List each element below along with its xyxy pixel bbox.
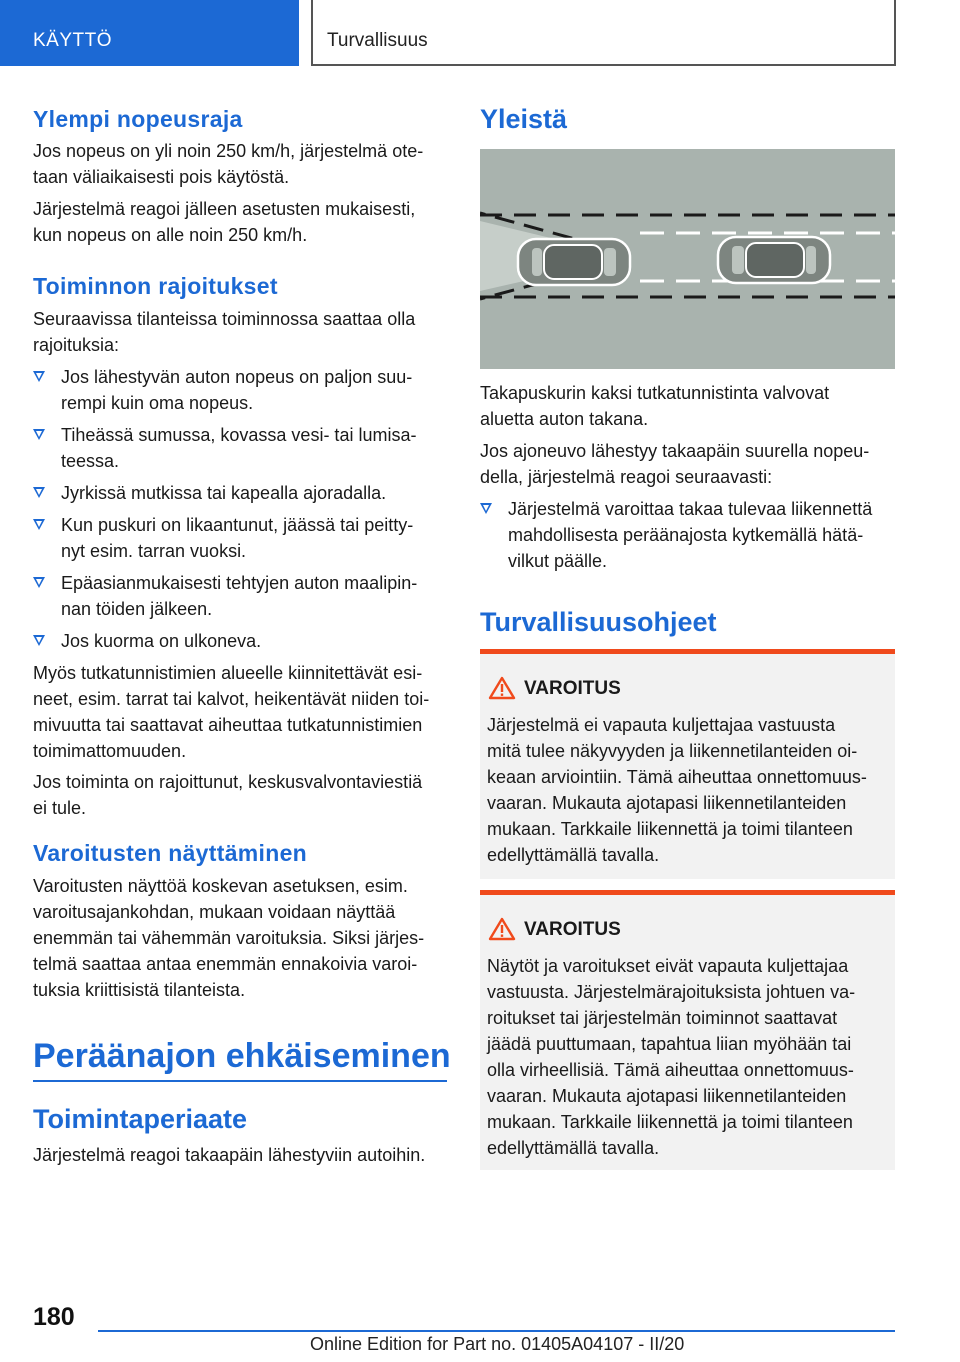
footer-divider bbox=[98, 1330, 895, 1332]
bullet-triangle-icon bbox=[33, 519, 45, 530]
warning-triangle-icon bbox=[488, 676, 516, 700]
speed-p2-line2: kun nopeus on alle noin 250 km/h. bbox=[33, 225, 308, 245]
right-p1-line: della, järjestelmä reagoi seuraavasti: bbox=[480, 467, 773, 487]
bullet-triangle-icon bbox=[480, 503, 492, 514]
warning-label: VAROITUS bbox=[524, 678, 621, 699]
radar-coverage-diagram bbox=[480, 149, 895, 369]
limits-p2-line: mivuutta tai saattavat aiheuttaa tutkatunnistimien bbox=[33, 715, 423, 735]
bullet-triangle-icon bbox=[33, 371, 45, 382]
chapter-divider bbox=[33, 1080, 447, 1082]
bullet-triangle-icon bbox=[33, 577, 45, 588]
bullet-triangle-icon bbox=[33, 635, 45, 646]
page-number: 180 bbox=[33, 1303, 75, 1331]
limits-heading: Toiminnon rajoitukset bbox=[33, 273, 278, 299]
speed-p2-line1: Järjestelmä reagoi jälleen asetusten mukaisesti, bbox=[33, 199, 416, 219]
limits-bullet-cont: nyt esim. tarran vuoksi. bbox=[61, 541, 247, 561]
warn-p-line: Varoitusten näyttöä koskevan asetuksen, esim. bbox=[33, 876, 408, 896]
speed-limit-heading: Ylempi nopeusraja bbox=[33, 106, 243, 132]
warnings-display-heading: Varoitusten näyttäminen bbox=[33, 840, 308, 866]
safety-heading: Turvallisuusohjeet bbox=[480, 607, 717, 637]
general-heading: Yleistä bbox=[480, 104, 568, 134]
warning-line: jäädä puuttumaan, tapahtua liian myöhään tai bbox=[487, 1034, 852, 1054]
warning-label: VAROITUS bbox=[524, 919, 621, 940]
warning-line: vaaran. Mukauta ajotapasi liikennetilanteiden bbox=[487, 1086, 847, 1106]
limits-intro-line1: Seuraavissa tilanteissa toiminnossa saattaa olla bbox=[33, 309, 416, 329]
header-section-label: KÄYTTÖ bbox=[33, 30, 113, 51]
warn-p-line: telmä saattaa antaa enemmän ennakoivia varoi- bbox=[33, 954, 418, 974]
radar-illustration bbox=[480, 149, 895, 369]
warning-box-2 bbox=[480, 890, 895, 1170]
bullet-triangle-icon bbox=[33, 429, 45, 440]
warning-line: edellyttämällä tavalla. bbox=[487, 1138, 660, 1158]
warning-triangle-icon bbox=[488, 917, 516, 941]
limits-p3-line: Jos toiminta on rajoittunut, keskusvalvontaviestiä bbox=[33, 772, 423, 792]
limits-bullet-cont: nan töiden jälkeen. bbox=[61, 599, 213, 619]
footer-edition: Online Edition for Part no. 01405A04107 - II/20 bbox=[310, 1334, 685, 1354]
hazard-bullet-cont: mahdollisesta peräänajosta kytkemällä hätä- bbox=[508, 525, 864, 545]
warning-line: mukaan. Tarkkaile liikennettä ja toimi tilanteen bbox=[487, 1112, 853, 1132]
warning-line: roitukset tai järjestelmän toiminnot saattavat bbox=[487, 1008, 838, 1028]
warn-p-line: tuksia kriittisistä tilanteista. bbox=[33, 980, 246, 1000]
warning-line: mitä tulee näkyvyyden ja liikennetilanteiden oi- bbox=[487, 741, 858, 761]
limits-bullet-cont: rempi kuin oma nopeus. bbox=[61, 393, 254, 413]
principle-heading: Toimintaperiaate bbox=[33, 1104, 248, 1134]
warn-p-line: varoitusajankohdan, mukaan voidaan näyttää bbox=[33, 902, 396, 922]
hazard-bullet-cont: vilkut päälle. bbox=[508, 551, 608, 571]
warning-line: keaan arviointiin. Tämä aiheuttaa onnettomuus- bbox=[487, 767, 867, 787]
limits-p2-line: neet, esim. tarrat tai kalvot, heikentävät niiden toi- bbox=[33, 689, 430, 709]
right-p1-line: Jos ajoneuvo lähestyy takaapäin suurella nopeu- bbox=[480, 441, 870, 461]
warning-line: Järjestelmä ei vapauta kuljettajaa vastuusta bbox=[487, 715, 836, 735]
principle-text: Järjestelmä reagoi takaapäin lähestyviin autoihin. bbox=[33, 1145, 426, 1165]
warning-line: edellyttämällä tavalla. bbox=[487, 845, 660, 865]
speed-p1-line2: taan väliaikaisesti pois käytöstä. bbox=[33, 167, 290, 187]
caption-line: aluetta auton takana. bbox=[480, 409, 649, 429]
limits-p2-line: Myös tutkatunnistimien alueelle kiinnitettävät esi- bbox=[33, 663, 423, 683]
warning-line: vaaran. Mukauta ajotapasi liikennetilanteiden bbox=[487, 793, 847, 813]
speed-p1-line1: Jos nopeus on yli noin 250 km/h, järjestelmä ote- bbox=[33, 141, 424, 161]
warning-line: vastuusta. Järjestelmärajoituksista johtuen va- bbox=[487, 982, 856, 1002]
limits-intro-line2: rajoituksia: bbox=[33, 335, 120, 355]
limits-p2-line: toimimattomuuden. bbox=[33, 741, 187, 761]
header-chapter-label: Turvallisuus bbox=[327, 30, 428, 51]
limits-bullet-cont: teessa. bbox=[61, 451, 120, 471]
warning-line: Näytöt ja varoitukset eivät vapauta kuljettajaa bbox=[487, 956, 849, 976]
header-chapter-tab bbox=[311, 0, 896, 66]
warning-line: olla virheellisiä. Tämä aiheuttaa onnettomuus- bbox=[487, 1060, 854, 1080]
warning-box-1 bbox=[480, 649, 895, 879]
warning-line: mukaan. Tarkkaile liikennettä ja toimi tilanteen bbox=[487, 819, 853, 839]
warn-p-line: enemmän tai vähemmän varoituksia. Siksi järjes- bbox=[33, 928, 425, 948]
header-section-tab bbox=[0, 0, 299, 66]
caption-line: Takapuskurin kaksi tutkatunnistinta valvovat bbox=[480, 383, 830, 403]
bullet-triangle-icon bbox=[33, 487, 45, 498]
limits-p3-line: ei tule. bbox=[33, 798, 87, 818]
chapter-title: Peräänajon ehkäiseminen bbox=[33, 1037, 451, 1075]
